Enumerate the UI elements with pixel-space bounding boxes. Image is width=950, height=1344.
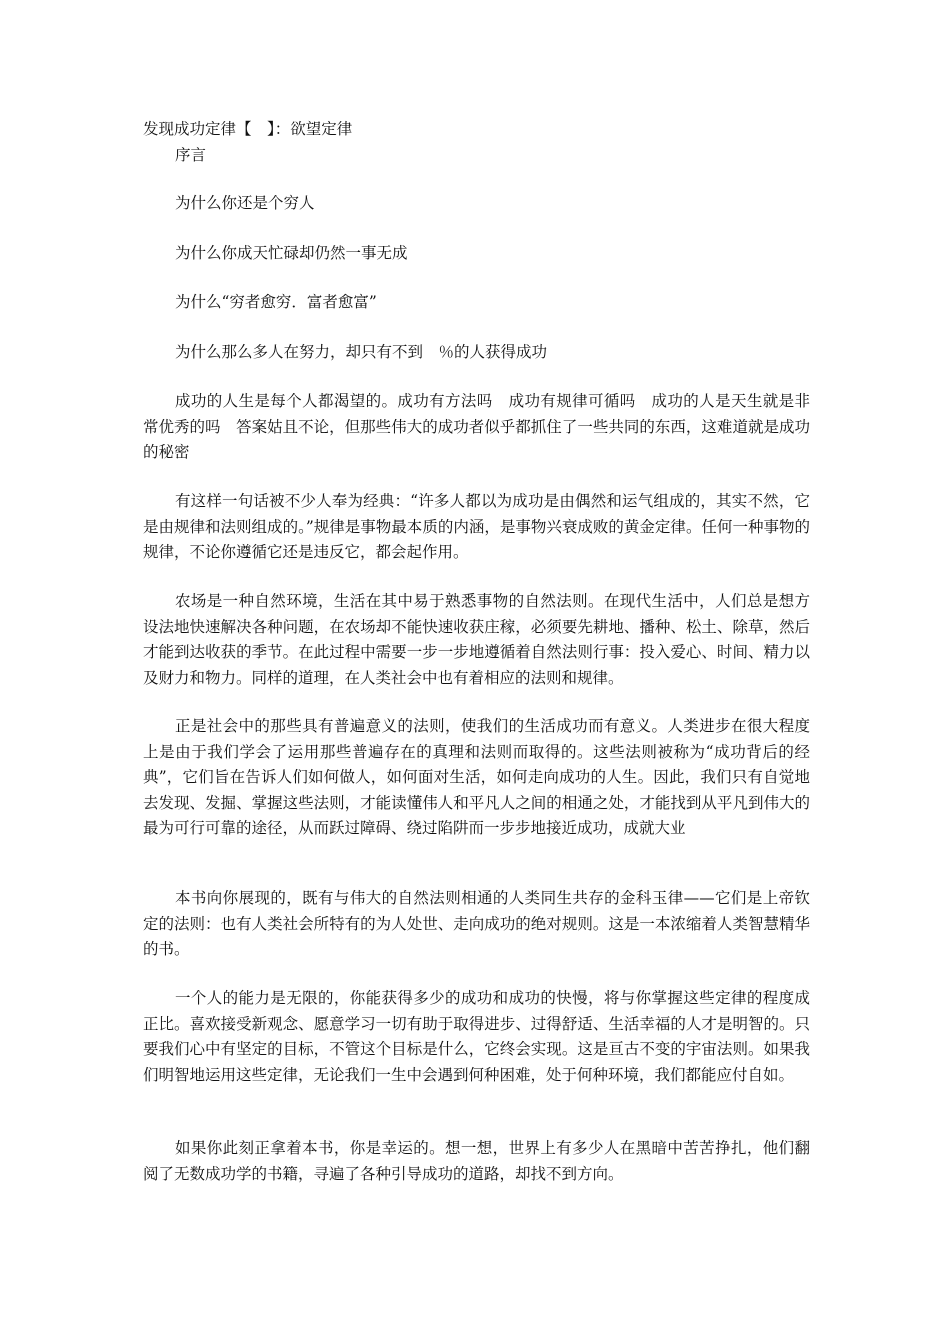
- body-paragraph: 一个人的能力是无限的，你能获得多少的成功和成功的快慢，将与你掌握这些定律的程度成正比。喜欢接受新观念、愿意学习一切有助于取得进步、过得舒适、生活幸福的人才是明智的。只要我们心中有坚定的目标，不管这个目标是什么，它终会实现。这是亘古不变的宇宙法则。如果我们明智地运用这些定律，无论我们一生中会遇到何种困难，处于何种环境，我们都能应付自如。: [143, 989, 810, 1084]
- body-paragraph: 正是社会中的那些具有普遍意义的法则，使我们的生活成功而有意义。人类进步在很大程度上是由于我们学会了运用那些普遍存在的真理和法则而取得的。这些法则被称为“成功背后的经典”，它们旨在告诉人们如何做人，如何面对生活，如何走向成功的人生。因此，我们只有自觉地去发现、发掘、掌握这些法则，才能读懂伟人和平凡人之间的相通之处，才能找到从平凡到伟大的最为可行可靠的途径，从而跃过障碍、绕过陷阱而一步步地接近成功，成就大业: [143, 717, 810, 838]
- question-line: 为什么“穷者愈穷．富者愈富”: [175, 293, 377, 311]
- document-title: 发现成功定律【 】：欲望定律: [143, 120, 353, 138]
- question-line: 为什么你成天忙碌却仍然一事无成: [175, 244, 408, 262]
- body-paragraph: 农场是一种自然环境，生活在其中易于熟悉事物的自然法则。在现代生活中，人们总是想方设法地快速解决各种问题，在农场却不能快速收获庄稼，必须要先耕地、播种、松土、除草，然后才能到达收获的季节。在此过程中需要一步一步地遵循着自然法则行事：投入爱心、时间、精力以及财力和物力。同样的道理，在人类社会中也有着相应的法则和规律。: [143, 592, 810, 687]
- body-paragraph: 本书向你展现的，既有与伟大的自然法则相通的人类同生共存的金科玉律——它们是上帝钦定的法则：也有人类社会所特有的为人处世、走向成功的绝对规则。这是一本浓缩着人类智慧精华的书。: [143, 889, 810, 959]
- preface-heading: 序言: [175, 146, 207, 164]
- body-paragraph: 有这样一句话被不少人奉为经典：“许多人都以为成功是由偶然和运气组成的，其实不然，它是由规律和法则组成的。”规律是事物最本质的内涵，是事物兴衰成败的黄金定律。任何一种事物的规律，不论你遵循它还是违反它，都会起作用。: [143, 492, 810, 562]
- body-paragraph: 如果你此刻正拿着本书，你是幸运的。想一想，世界上有多少人在黑暗中苦苦挣扎，他们翻阅了无数成功学的书籍，寻遍了各种引导成功的道路，却找不到方向。: [143, 1139, 810, 1183]
- question-line: 为什么那么多人在努力，却只有不到 ％的人获得成功: [175, 343, 548, 361]
- question-line: 为什么你还是个穷人: [175, 194, 315, 212]
- body-paragraph: 成功的人生是每个人都渴望的。成功有方法吗 成功有规律可循吗 成功的人是天生就是非常优秀的吗 答案姑且不论，但那些伟大的成功者似乎都抓住了一些共同的东西，这难道就是成功的秘密: [143, 392, 810, 462]
